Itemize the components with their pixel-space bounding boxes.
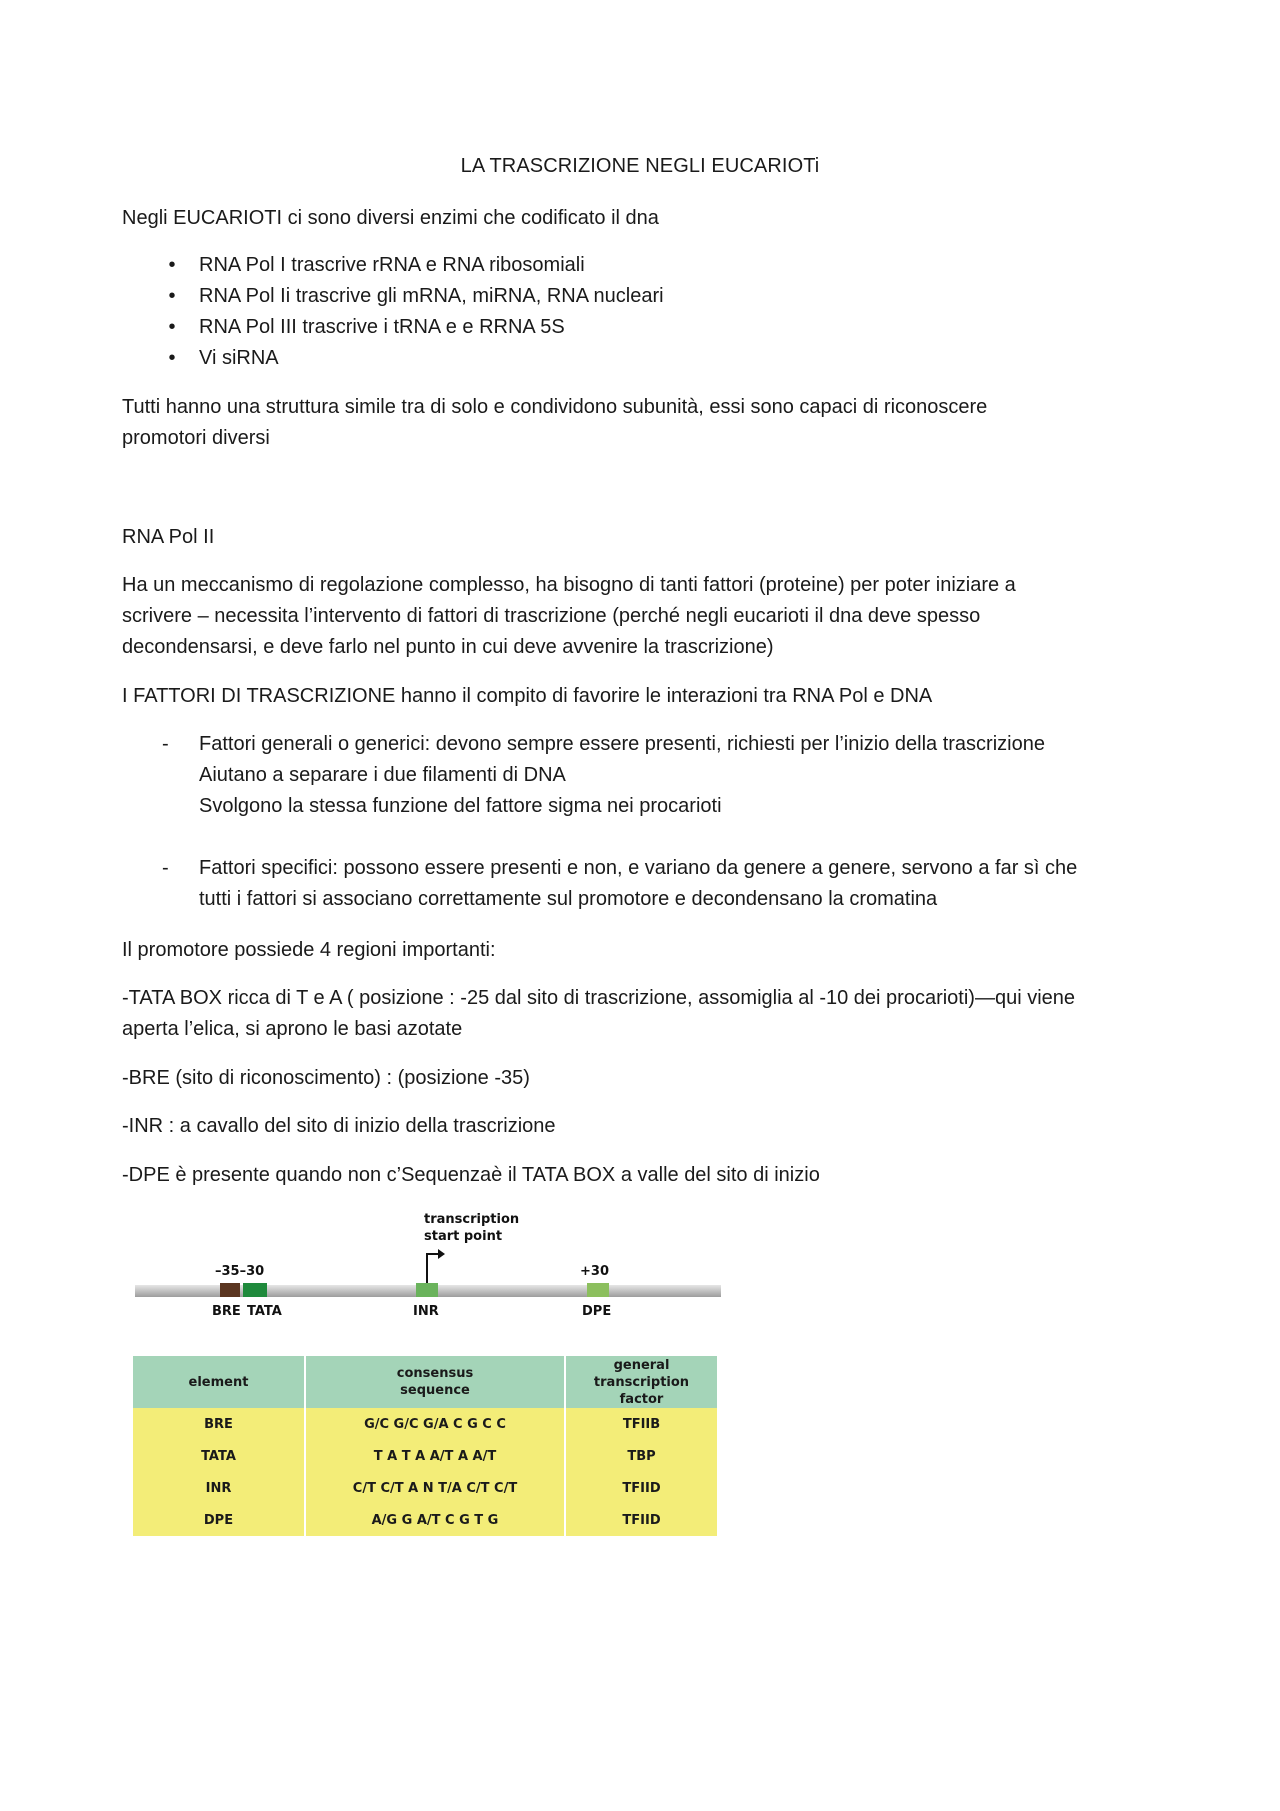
table-row bbox=[133, 1472, 717, 1504]
document-page: LA TRASCRIZIONE NEGLI EUCARIOTi Negli EUCARIOTI ci sono diversi enzimi che codificato il dna • RNA Pol I trascrive rRNA e RNA ribosomiali • RNA Pol Ii trascrive gli mRNA, miRNA, RNA nucleari • RNA Pol III trascrive i tRNA e e RRNA 5S • Vi siRNA Tutti hanno una struttura simile tra di solo e condividono subunità, essi sono capaci di riconoscere promotori diversi RNA Pol II Ha un meccanismo di regolazione complesso, ha bisogno di tanti fattori (proteine) per poter iniziare a scrivere – necessita l’intervento di fattori di trascrizione (perché negli eucarioti il dna deve spesso decondensarsi, e deve farlo nel punto in cui deve avvenire la trascrizione) I FATTORI DI TRASCRIZIONE hanno il compito di favorire le interazioni tra RNA Pol e DNA - Fattori generali o generici: devono sempre essere presenti, richiesti per l’inizio della trascrizione Aiutano a separare i due filamenti di DNA Svolgono la stessa funzione del fattore sigma nei procarioti - Fattori specifici: possono essere presenti e non, e variano da genere a genere, servono a far sì che tutti i fattori si associano correttamente sul promotore e decondensano la cromatina Il promotore possiede 4 regioni importanti: -TATA BOX ricca di T e A ( posizione : -25 dal sito di trascrizione, assomiglia al -10 dei procarioti)—qui viene aperta l’elica, si aprono le basi azotate -BRE (sito di riconoscimento) : (posizione -35) -INR : a cavallo del sito di inizio della trascrizione -DPE è presente quando non c’Sequenzaè il TATA BOX a valle del sito di inizio transcription start point –35–30 +30 BRE TATA INR DPE element consensus sequence general transcription factor BRE G/C G/C G/A C G C C TFIIB TATA T A T A A/T A A/T TBP INR C/T C/T A N T/A C/T C/T TFIID DPE A/G G A/T C G T G TFIID bbox=[0, 0, 1280, 1811]
inr-box bbox=[416, 1283, 438, 1297]
tss-arrow-icon bbox=[438, 1249, 445, 1259]
bre-paragraph: -BRE (sito di riconoscimento) : (posizione -35) bbox=[122, 1067, 530, 1089]
table-row bbox=[133, 1408, 717, 1440]
dpe-box bbox=[587, 1283, 609, 1297]
tss-label: transcription bbox=[424, 1212, 520, 1227]
tata-label: TATA bbox=[247, 1304, 282, 1319]
dpe-label: DPE bbox=[582, 1304, 612, 1319]
cell-sequence: C/T C/T A N T/A C/T C/T bbox=[305, 1472, 565, 1504]
dpe-paragraph: -DPE è presente quando non c’Sequenzaè il TATA BOX a valle del sito di inizio bbox=[122, 1164, 820, 1186]
intro-paragraph: Negli EUCARIOTI ci sono diversi enzimi che codificato il dna bbox=[122, 207, 659, 229]
bullet-icon: • bbox=[168, 347, 176, 369]
cell-element: TATA bbox=[133, 1440, 305, 1472]
column-header-sequence: consensus sequence bbox=[305, 1356, 565, 1408]
cell-element: BRE bbox=[133, 1408, 305, 1440]
factors-intro: I FATTORI DI TRASCRIZIONE hanno il compito di favorire le interazioni tra RNA Pol e DNA bbox=[122, 685, 933, 707]
tss-arrow-stem bbox=[426, 1253, 428, 1283]
dash-marker: - bbox=[162, 733, 169, 755]
table-header-row bbox=[133, 1356, 717, 1408]
cell-sequence: A/G G A/T C G T G bbox=[305, 1504, 565, 1536]
bullet-icon: • bbox=[168, 316, 176, 338]
cell-factor: TFIIB bbox=[565, 1408, 717, 1440]
dash-marker: - bbox=[162, 857, 169, 879]
cell-factor: TFIID bbox=[565, 1504, 717, 1536]
bullet-icon: • bbox=[168, 285, 176, 307]
cell-sequence: T A T A A/T A A/T bbox=[305, 1440, 565, 1472]
table-row bbox=[133, 1504, 717, 1536]
tata-paragraph: -TATA BOX ricca di T e A ( posizione : -25 dal sito di trascrizione, assomiglia al -10 dei procarioti)—qui viene aperta l’elica, si aprono le basi azotate bbox=[122, 987, 1076, 1040]
table-row bbox=[133, 1440, 717, 1472]
section-heading: RNA Pol II bbox=[122, 526, 215, 548]
bre-box bbox=[220, 1283, 240, 1297]
page-title: LA TRASCRIZIONE NEGLI EUCARIOTi bbox=[460, 155, 820, 177]
cell-factor: TFIID bbox=[565, 1472, 717, 1504]
structure-paragraph: Tutti hanno una struttura simile tra di solo e condividono subunità, essi sono capaci di riconoscere promotori diversi bbox=[122, 396, 988, 449]
bullet-icon: • bbox=[168, 254, 176, 276]
cell-factor: TBP bbox=[565, 1440, 717, 1472]
bre-label: BRE bbox=[212, 1304, 241, 1319]
column-header-element: element bbox=[133, 1356, 305, 1408]
cell-element: INR bbox=[133, 1472, 305, 1504]
cell-sequence: G/C G/C G/A C G C C bbox=[305, 1408, 565, 1440]
promoter-intro: Il promotore possiede 4 regioni importanti: bbox=[122, 939, 496, 961]
inr-label: INR bbox=[413, 1304, 439, 1319]
mechanism-paragraph: Ha un meccanismo di regolazione complesso, ha bisogno di tanti fattori (proteine) per poter iniziare a scrivere – necessita l’intervento di fattori di trascrizione (perché negli eucarioti il dna deve spesso decondensarsi, e deve farlo nel punto in cui deve avvenire la trascrizione) bbox=[122, 574, 1016, 658]
column-header-factor: general transcription factor bbox=[565, 1356, 717, 1408]
promoter-elements-table bbox=[133, 1356, 717, 1536]
inr-paragraph: -INR : a cavallo del sito di inizio della trascrizione bbox=[122, 1115, 556, 1137]
position-label-right: +30 bbox=[580, 1264, 609, 1279]
tss-label-2: start point bbox=[424, 1229, 503, 1244]
tata-box bbox=[243, 1283, 267, 1297]
position-label-left: –35–30 bbox=[215, 1264, 265, 1279]
cell-element: DPE bbox=[133, 1504, 305, 1536]
